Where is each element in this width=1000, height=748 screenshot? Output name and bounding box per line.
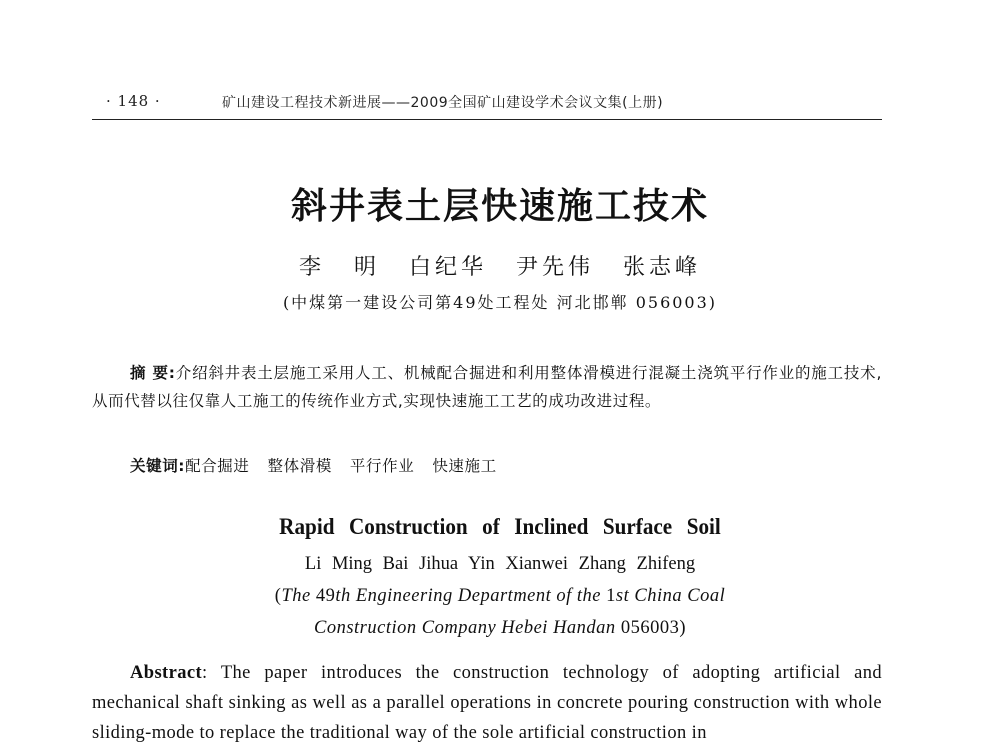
english-title: Rapid Construction of Inclined Surface Soil <box>279 514 721 539</box>
chinese-authors: 李 明 白纪华 尹先伟 张志峰 <box>299 255 701 280</box>
keyword: 整体滑模 <box>267 457 332 475</box>
english-affiliation-line-2: Construction Company Hebei Handan 056003) <box>314 618 686 638</box>
keyword: 快速施工 <box>432 457 497 475</box>
journal-title: 矿山建设工程技术新进展——2009全国矿山建设学术会议文集(上册) <box>222 95 664 111</box>
header-rule <box>92 119 882 120</box>
english-abstract-label: Abstract <box>130 663 203 683</box>
chinese-keywords-label: 关键词: <box>130 457 186 475</box>
chinese-abstract-label: 摘 要: <box>130 364 176 382</box>
chinese-affiliation: (中煤第一建设公司第49处工程处 河北邯郸 056003) <box>282 293 718 312</box>
chinese-title: 斜井表土层快速施工技术 <box>290 186 709 227</box>
keyword: 配合掘进 <box>185 457 250 475</box>
english-abstract: Abstract: The paper introduces the construction technology of adopting artificial and mechanical shaft sinking as well as a parallel operations in concrete pouring construction with whole sliding-mode to replace the traditional way of the sole artificial construction in <box>92 663 882 743</box>
chinese-abstract-text: 介绍斜井表土层施工采用人工、机械配合掘进和利用整体滑模进行混凝土浇筑平行作业的施工技术,从而代替以往仅靠人工施工的传统作业方式,实现快速施工工艺的成功改进过程。 <box>92 364 882 410</box>
english-abstract-text: The paper introduces the construction technology of adopting artificial and mechanical shaft sinking as well as a parallel operations in concrete pouring construction with whole sliding-mode to replace the traditional way of the sole artificial construction in <box>92 663 882 743</box>
english-affiliation-line-1: (The 49th Engineering Department of the 1st China Coal <box>274 586 726 606</box>
running-header <box>92 88 882 114</box>
english-authors: Li Ming Bai Jihua Yin Xianwei Zhang Zhifeng <box>304 554 696 574</box>
page-number: · 148 · <box>106 92 161 110</box>
chinese-abstract <box>92 359 882 415</box>
chinese-keywords <box>130 454 880 476</box>
keyword: 平行作业 <box>349 457 415 475</box>
